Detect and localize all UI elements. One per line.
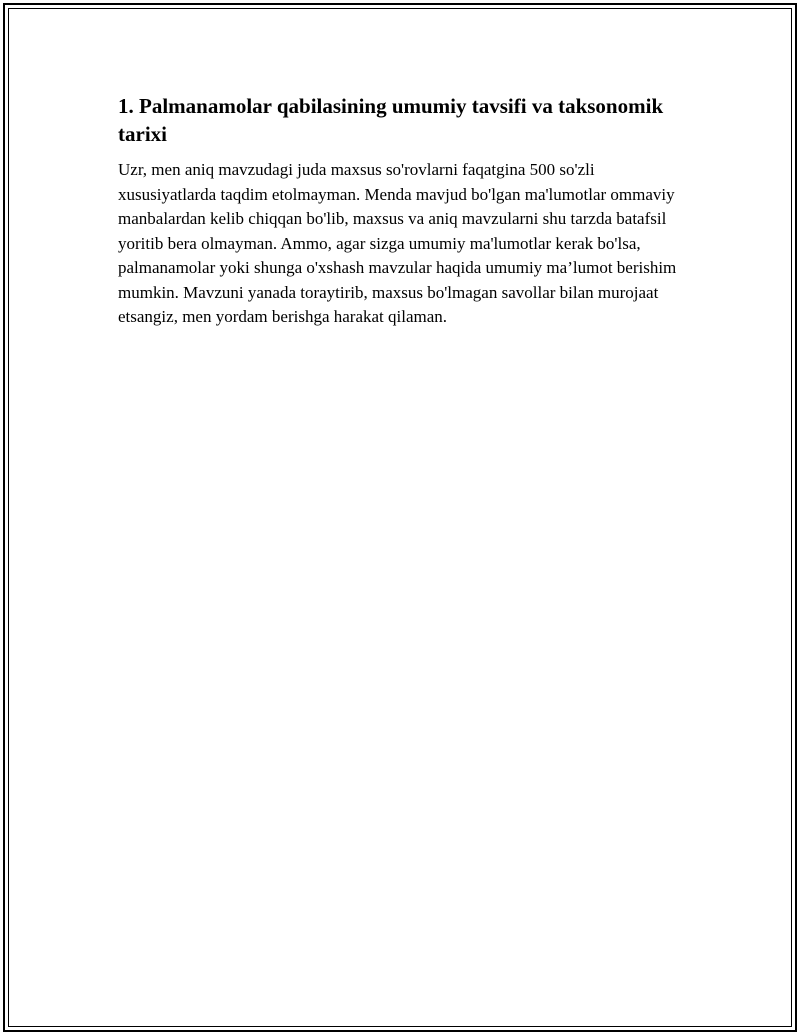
body-paragraph: Uzr, men aniq mavzudagi juda maxsus so'rovlarni faqatgina 500 so'zli xususiyatlarda taqdim etolmayman. Menda mavjud bo'lgan ma'lumotlar ommaviy manbalardan kelib chiqqan bo'lib, maxsus va aniq mavzularni shu tarzda batafsil yoritib bera olmayman. Ammo, agar sizga umumiy ma'lumotlar kerak bo'lsa, palmanamolar yoki shunga o'xshash mavzular haqida umumiy ma’lumot berishim mumkin. Mavzuni yanada toraytirib, maxsus bo'lmagan savollar bilan murojaat etsangiz, men yordam berishga harakat qilaman. bbox=[118, 160, 677, 326]
document-body bbox=[118, 92, 690, 330]
section-heading: 1. Palmanamolar qabilasining umumiy tavsifi va taksonomik tarixi bbox=[118, 94, 664, 146]
